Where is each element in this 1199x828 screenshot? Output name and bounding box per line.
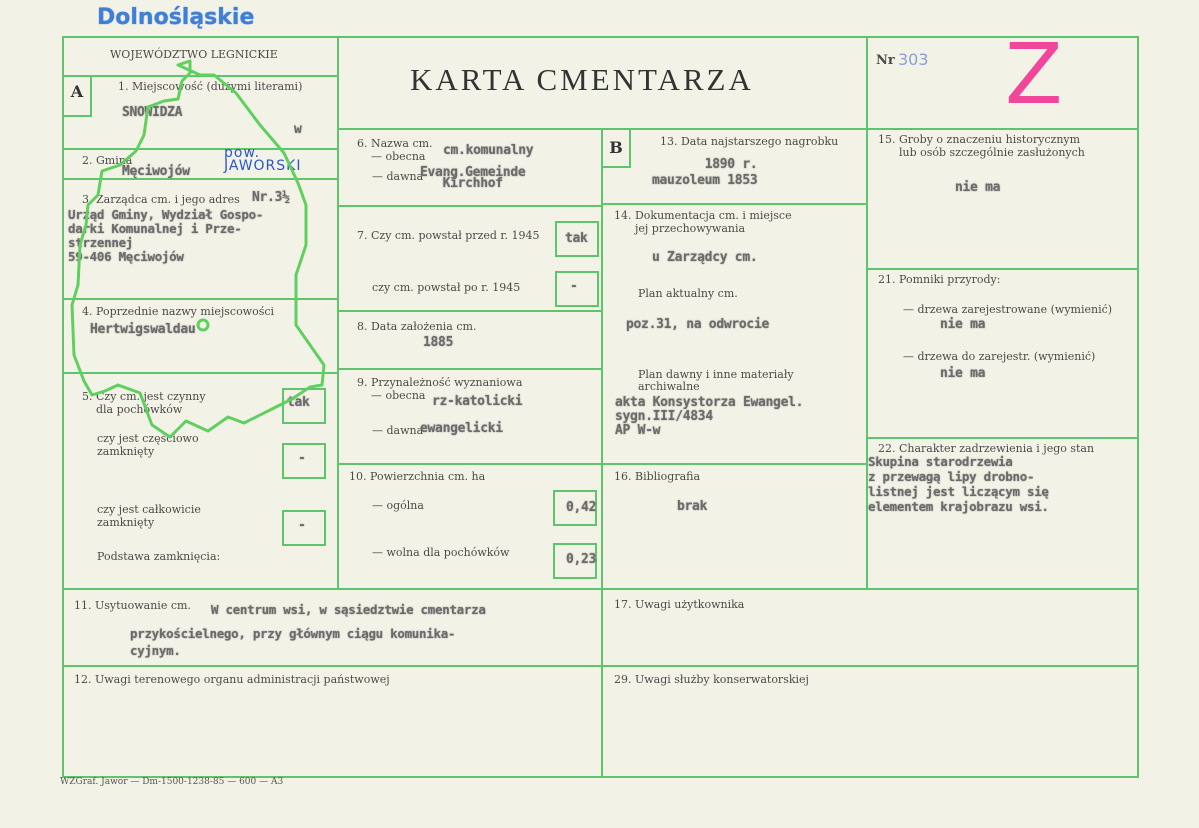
field-4-label: 4. Poprzednie nazwy miejscowości <box>82 305 275 318</box>
field-8-label: 8. Data założenia cm. <box>357 320 477 333</box>
field-2-handwritten-note: pow. JAWORSKI <box>224 145 302 174</box>
field-5d-label: Podstawa zamknięcia: <box>97 550 221 563</box>
field-21a-value: nie ma <box>940 317 986 332</box>
field-10-free: 0,23 <box>566 552 597 567</box>
field-17-label: 17. Uwagi użytkownika <box>614 598 745 611</box>
field-6-current: cm.komunalny <box>443 143 534 158</box>
printer-footer: WZGraf. Jawor — Dm-1500-1238-85 — 600 — A3 <box>60 777 284 787</box>
field-13-value: 1890 r. mauzoleum 1853 <box>652 157 758 188</box>
field-1-value: SNOWIDZA <box>122 105 183 120</box>
field-10-total-label: — ogólna <box>372 499 424 512</box>
field-5b-label: czy jest częściowo zamknięty <box>97 432 199 458</box>
field-10-free-label: — wolna dla pochówków <box>372 546 510 559</box>
field-6-former-label: — dawna <box>372 170 424 183</box>
field-12-label: 12. Uwagi terenowego organu administracji państwowej <box>74 673 390 686</box>
field-7-value: tak <box>565 231 588 246</box>
field-10-total: 0,42 <box>566 500 597 515</box>
field-9-former: ewangelicki <box>420 421 503 436</box>
field-10-label: 10. Powierzchnia cm. ha <box>349 470 486 483</box>
field-5c-label: czy jest całkowicie zamknięty <box>97 503 201 529</box>
field-5-value: tak <box>287 395 310 410</box>
field-16-value: brak <box>677 499 708 514</box>
plan-current-value: poz.31, na odwrocie <box>626 317 770 332</box>
field-9-current: rz-katolicki <box>432 394 523 409</box>
form-title: KARTA CMENTARZA <box>410 62 754 97</box>
field-8-value: 1885 <box>423 335 454 350</box>
field-9-former-label: — dawna <box>372 424 424 437</box>
field-21b-label: — drzewa do zarejestr. (wymienić) <box>903 350 1096 363</box>
nr-label: Nr <box>876 53 895 68</box>
plan-old-label: Plan dawny i inne materiały archiwalne <box>638 368 794 393</box>
field-1-suffix: w <box>294 122 302 137</box>
field-4-value: Hertwigswaldau <box>90 322 196 337</box>
field-2-value: Męciwojów <box>122 164 190 179</box>
field-22-value: Skupina starodrzewia z przewagą lipy drobno- listnej jest liczącym się elementem krajobrazu wsi. <box>868 454 1049 514</box>
field-21-label: 21. Pomniki przyrody: <box>878 273 1001 286</box>
field-11-label: 11. Usytuowanie cm. <box>74 599 191 612</box>
field-14-label: 14. Dokumentacja cm. i miejsce jej przechowywania <box>614 209 792 235</box>
field-5c-value: - <box>298 518 306 533</box>
district-outline-drawing <box>60 55 340 445</box>
plan-old-value: akta Konsystorza Ewangel. sygn.III/4834 AP W-w <box>615 395 804 438</box>
field-3-note: Nr.3½ <box>252 190 290 205</box>
field-13-label: 13. Data najstarszego nagrobku <box>660 135 839 148</box>
field-3-label: 3. Zarządca cm. i jego adres <box>82 193 240 206</box>
field-5-label: 5. Czy cm. jest czynny dla pochówków <box>82 390 206 416</box>
field-21b-value: nie ma <box>940 366 986 381</box>
field-11-value-rest: przykościelnego, przy głównym ciągu komunika- cyjnym. <box>130 626 456 658</box>
field-29-label: 29. Uwagi służby konserwatorskiej <box>614 673 809 686</box>
field-7-label: 7. Czy cm. powstał przed r. 1945 <box>357 229 540 242</box>
field-11-value-first: W centrum wsi, w sąsiedztwie cmentarza <box>211 602 486 617</box>
field-15-label: 15. Groby o znaczeniu historycznym lub osób szczególnie zasłużonych <box>878 133 1085 159</box>
field-2-label: 2. Gmina <box>82 154 133 167</box>
field-3-value: Urząd Gminy, Wydział Gospo- darki Komunalnej i Prze- strzennej 59-406 Męciwojów <box>68 207 264 264</box>
field-22-label: 22. Charakter zadrzewienia i jego stan <box>878 442 1095 455</box>
region-stamp: Dolnośląskie <box>97 5 255 30</box>
field-6-former: Evang.Gemeinde Kirchhof <box>420 165 526 191</box>
field-15-value: nie ma <box>955 180 1001 195</box>
nr-value: 303 <box>898 50 929 69</box>
field-14-value: u Zarządcy cm. <box>652 250 758 265</box>
field-7b-label: czy cm. powstał po r. 1945 <box>372 281 521 294</box>
field-7b-value: - <box>570 279 578 294</box>
field-6-label: 6. Nazwa cm. — obecna <box>357 137 433 163</box>
section-b-marker: B <box>603 130 631 168</box>
voivodeship-label: WOJEWÓDZTWO LEGNICKIE <box>110 48 278 61</box>
grade-mark: Z <box>1005 25 1063 123</box>
field-9-label: 9. Przynależność wyznaniowa — obecna <box>357 376 523 402</box>
section-a-marker: A <box>64 77 92 117</box>
field-21a-label: — drzewa zarejestrowane (wymienić) <box>903 303 1113 316</box>
plan-current-label: Plan aktualny cm. <box>638 287 738 300</box>
field-16-label: 16. Bibliografia <box>614 470 701 483</box>
field-5b-value: - <box>298 451 306 466</box>
field-1-label: 1. Miejscowość (dużymi literami) <box>118 80 303 93</box>
